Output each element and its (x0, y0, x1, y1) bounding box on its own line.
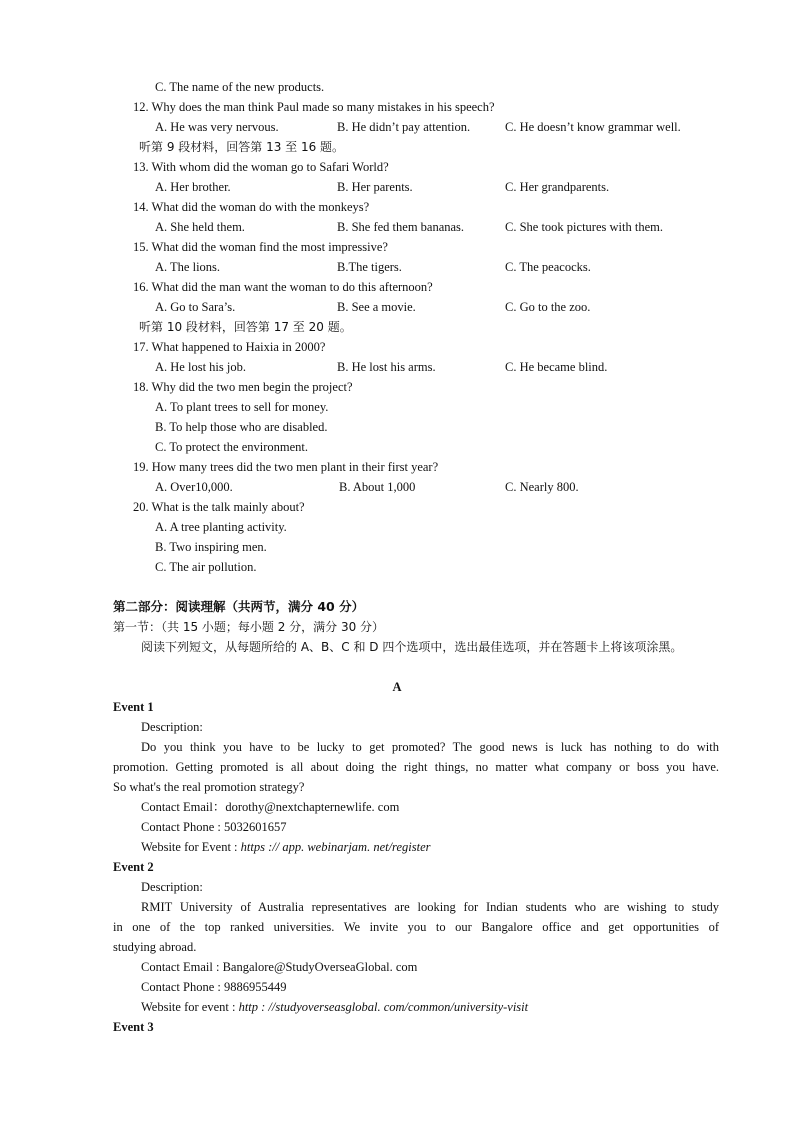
q18-option-a: A. To plant trees to sell for money. (155, 400, 329, 414)
q19-option-c: C. Nearly 800. (505, 480, 579, 494)
question-19: 19. How many trees did the two men plant in their first year? (133, 460, 439, 474)
question-20: 20. What is the talk mainly about? (133, 500, 305, 514)
question-17: 17. What happened to Haixia in 2000? (133, 340, 326, 354)
q16-option-c: C. Go to the zoo. (505, 300, 591, 314)
event1-description-line1: Do you think you have to be lucky to get promoted? The good news is luck has nothing to do with (141, 740, 719, 754)
q17-option-a: A. He lost his job. (155, 360, 246, 374)
event1-website-label: Website for Event : (141, 840, 241, 854)
q16-option-b: B. See a movie. (337, 300, 416, 314)
event1-website-url: https :// app. webinarjam. net/register (240, 840, 431, 854)
q13-option-a: A. Her brother. (155, 180, 231, 194)
q20-option-a: A. A tree planting activity. (155, 520, 287, 534)
event2-description-line1: RMIT University of Australia representatives are looking for Indian students who are wishing to study (141, 900, 719, 914)
event1-description-line3: So what's the real promotion strategy? (113, 780, 305, 794)
q13-option-b: B. Her parents. (337, 180, 413, 194)
event1-website (141, 837, 430, 857)
q19-option-a: A. Over10,000. (155, 480, 233, 494)
question-12: 12. Why does the man think Paul made so many mistakes in his speech? (133, 100, 495, 114)
q12-option-c: C. He doesn’t know grammar well. (505, 120, 681, 134)
event2-contact-phone: Contact Phone : 9886955449 (141, 980, 287, 994)
q12-option-a: A. He was very nervous. (155, 120, 279, 134)
event3-title: Event 3 (113, 1020, 154, 1034)
q14-option-c: C. She took pictures with them. (505, 220, 663, 234)
section1-heading: 第一节：（共 15 小题；每小题 2 分，满分 30 分） (113, 620, 385, 634)
event1-contact-phone: Contact Phone : 5032601657 (141, 820, 287, 834)
q14-option-b: B. She fed them bananas. (337, 220, 465, 234)
event2-website-label: Website for event : (141, 1000, 239, 1014)
q18-option-b: B. To help those who are disabled. (155, 420, 328, 434)
q17-option-b: B. He lost his arms. (337, 360, 436, 374)
event2-description-line2: in one of the top ranked universities. We invite you to our Bangalore office and get opportunities of (113, 920, 719, 934)
question-14: 14. What did the woman do with the monkeys? (133, 200, 370, 214)
question-13: 13. With whom did the woman go to Safari World? (133, 160, 389, 174)
q15-option-b: B.The tigers. (337, 260, 402, 274)
event1-description-label: Description: (141, 720, 203, 734)
q20-option-b: B. Two inspiring men. (155, 540, 267, 554)
event1-title: Event 1 (113, 700, 154, 714)
q19-option-b: B. About 1,000 (339, 480, 416, 494)
event1-contact-email: Contact Email：dorothy@nextchapternewlife. com (141, 800, 400, 814)
q15-option-c: C. The peacocks. (505, 260, 591, 274)
event2-website (141, 997, 528, 1017)
q14-option-a: A. She held them. (155, 220, 245, 234)
q11-option-c: C. The name of the new products. (155, 80, 325, 94)
q12-option-b: B. He didn’t pay attention. (337, 120, 471, 134)
reading-instruction: 阅读下列短文，从每题所给的 A、B、C 和 D 四个选项中，选出最佳选项，并在答题卡上将该项涂黑。 (141, 640, 683, 654)
q17-option-c: C. He became blind. (505, 360, 608, 374)
event2-description-line3: studying abroad. (113, 940, 197, 954)
event2-contact-email: Contact Email : Bangalore@StudyOverseaGlobal. com (141, 960, 418, 974)
event2-website-url: http : //studyoverseasglobal. com/common/university-visit (238, 1000, 529, 1014)
question-18: 18. Why did the two men begin the project? (133, 380, 353, 394)
event2-title: Event 2 (113, 860, 154, 874)
q15-option-a: A. The lions. (155, 260, 221, 274)
question-16: 16. What did the man want the woman to do this afternoon? (133, 280, 433, 294)
q16-option-a: A. Go to Sara’s. (155, 300, 236, 314)
question-15: 15. What did the woman find the most impressive? (133, 240, 388, 254)
part10-instruction: 听第 10 段材料，回答第 17 至 20 题。 (139, 320, 352, 334)
part9-instruction: 听第 9 段材料，回答第 13 至 16 题。 (139, 140, 345, 154)
q20-option-c: C. The air pollution. (155, 560, 257, 574)
q13-option-c: C. Her grandparents. (505, 180, 610, 194)
event1-description-line2: promotion. Getting promoted is all about doing the right things, no matter what company or boss you have. (113, 760, 719, 774)
passage-label: A (392, 680, 402, 694)
part2-heading: 第二部分：阅读理解（共两节，满分 40 分） (113, 599, 365, 614)
event2-description-label: Description: (141, 880, 203, 894)
q18-option-c: C. To protect the environment. (155, 440, 309, 454)
